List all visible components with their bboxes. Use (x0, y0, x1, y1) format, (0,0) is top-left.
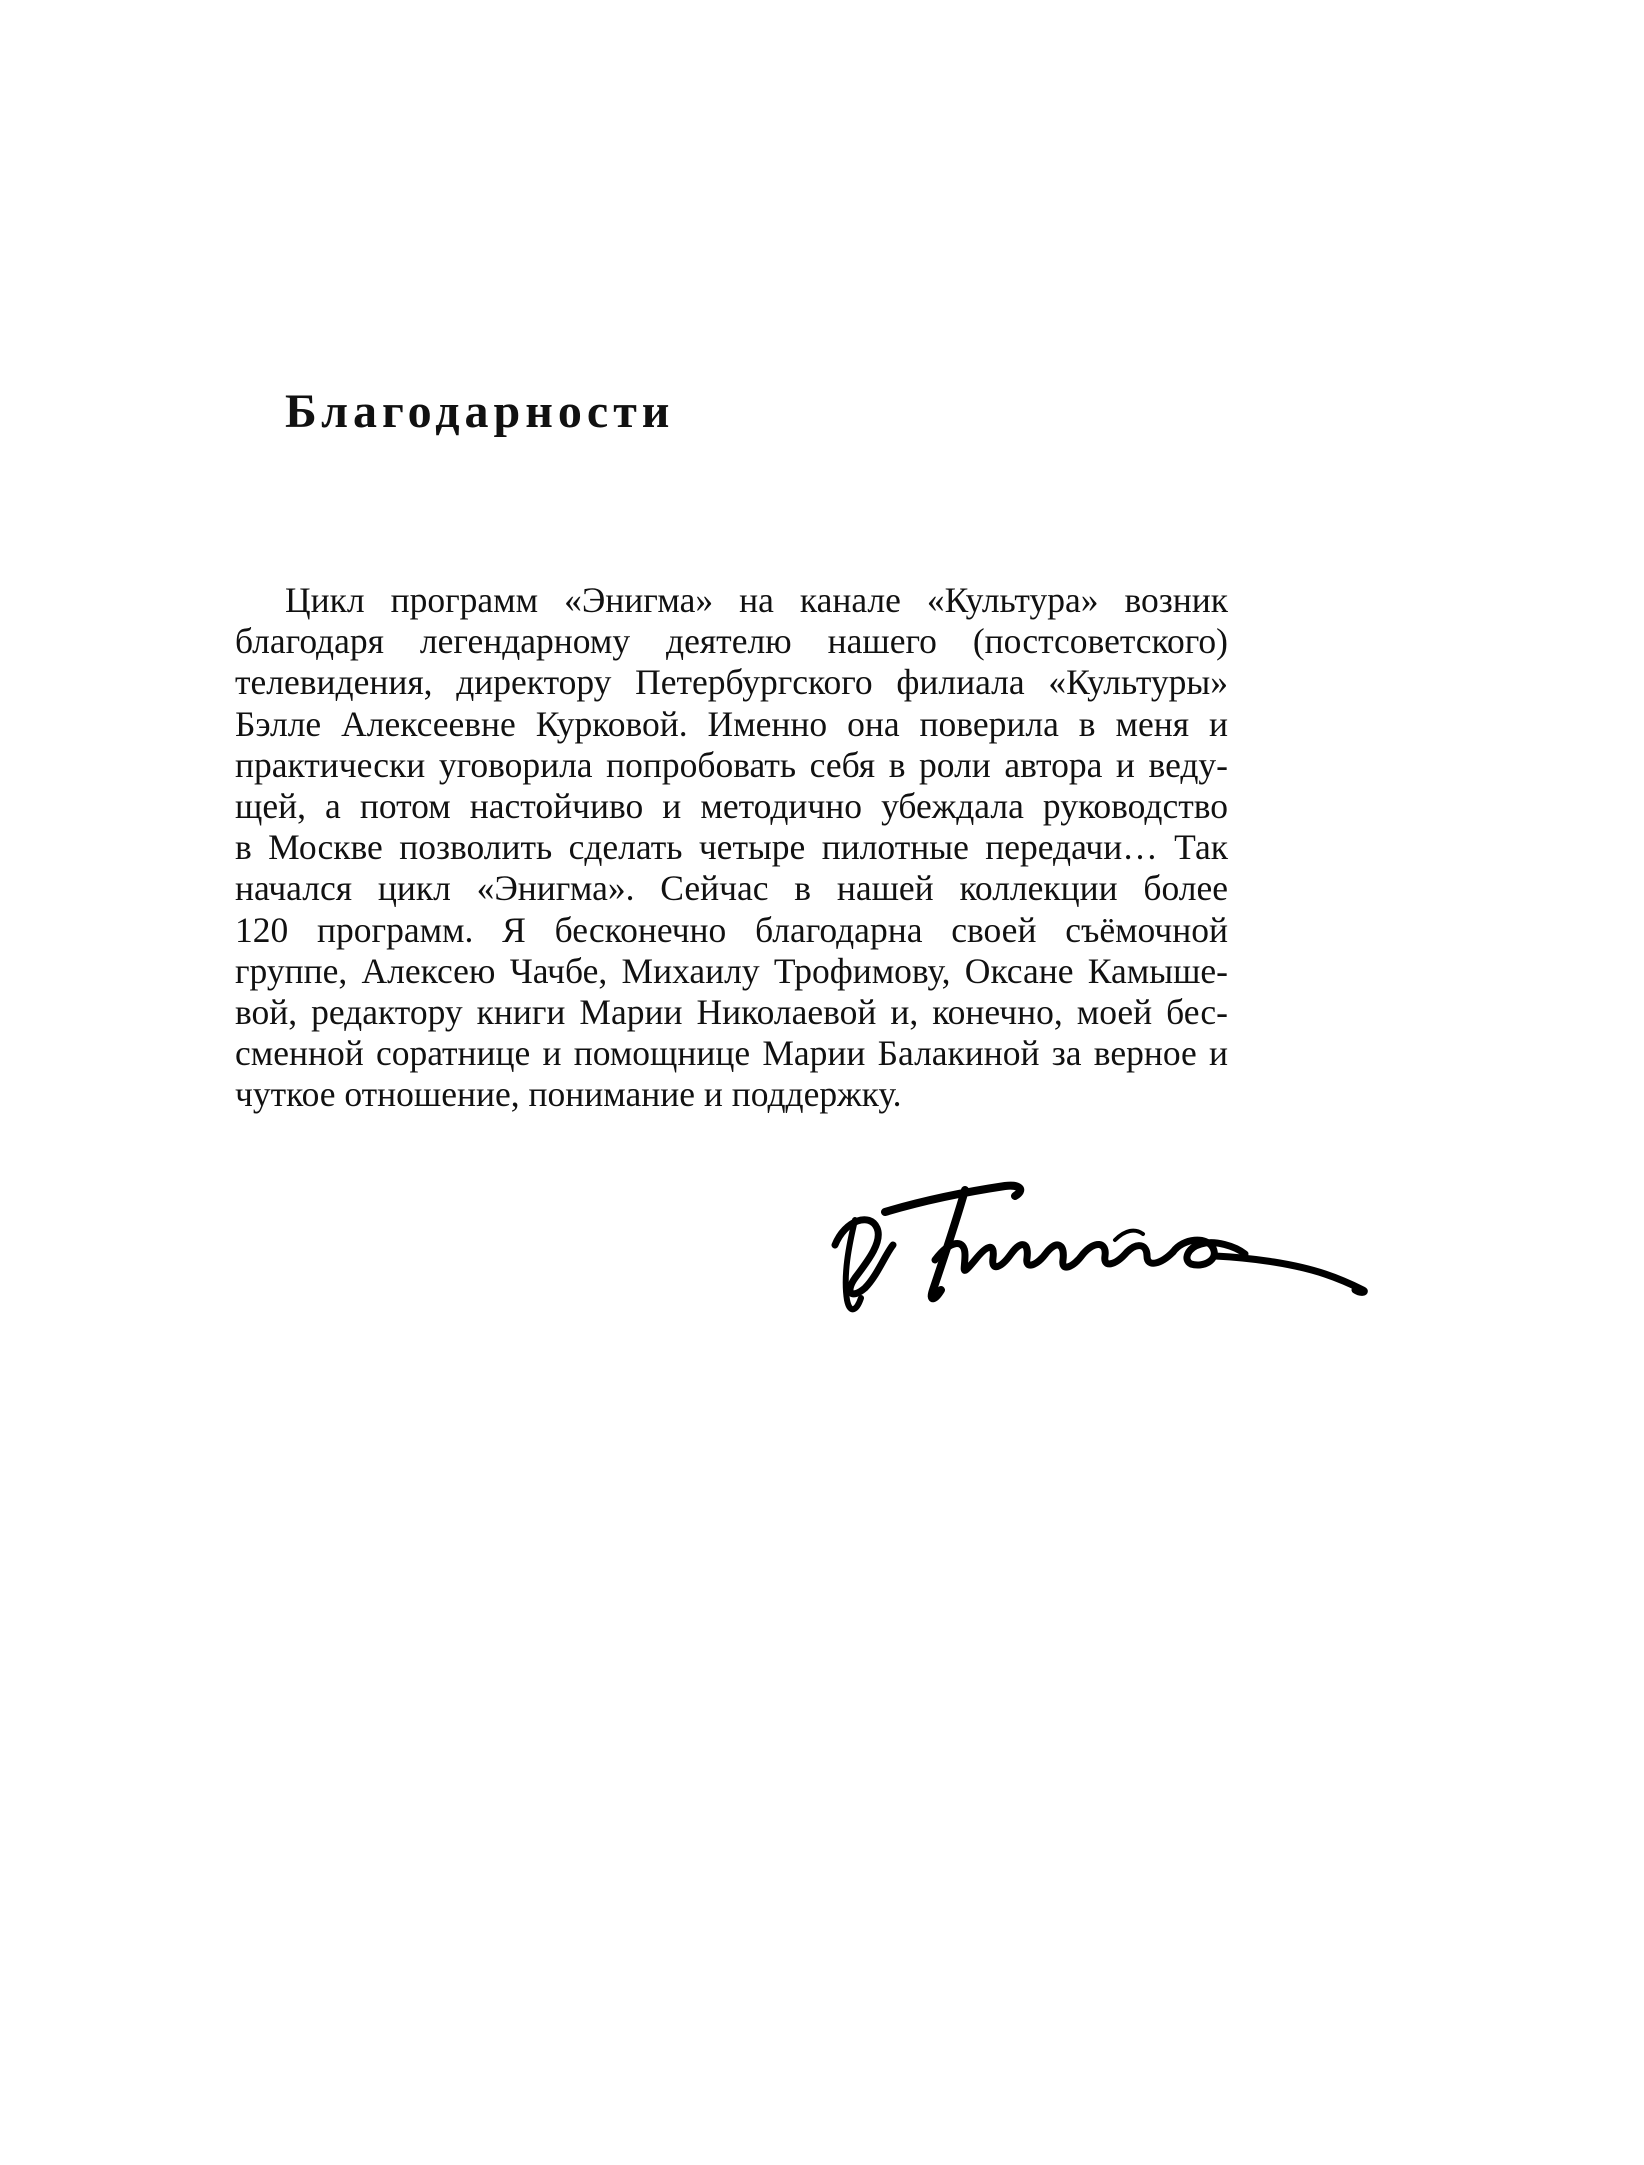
paragraph-line-13: чуткое отношение, понимание и поддержку. (235, 1074, 902, 1115)
paragraph-line-4: Бэлле Алексеевне Курковой. Именно она поверила в меня и (235, 703, 1228, 744)
paragraph-line-2: благодаря легендарному деятелю нашего (постсоветского) (235, 621, 1228, 662)
paragraph-line-11: вой, редактору книги Марии Николаевой и, конечно, моей бес- (235, 991, 1228, 1032)
paragraph-line-12: сменной соратнице и помощнице Марии Балакиной за верное и (235, 1033, 1228, 1074)
paragraph-line-9: 120 программ. Я бесконечно благодарна своей съёмочной (235, 909, 1228, 950)
paragraph-line-6: щей, а потом настойчиво и методично убеждала руководство (235, 785, 1228, 826)
paragraph-line-5: практически уговорила попробовать себя в роли автора и веду- (235, 744, 1228, 785)
acknowledgements-paragraph (235, 580, 1228, 1115)
paragraph-line-3: телевидения, директору Петербургского филиала «Культуры» (235, 662, 1228, 703)
paragraph-line-8: начался цикл «Энигма». Сейчас в нашей коллекции более (235, 868, 1228, 909)
paragraph-line-7: в Москве позволить сделать четыре пилотные передачи… Так (235, 827, 1228, 868)
author-signature (815, 1150, 1375, 1330)
page-title: Благодарности (285, 385, 675, 438)
paragraph-line-10: группе, Алексею Чачбе, Михаилу Трофимову, Оксане Камыше- (235, 950, 1228, 991)
paragraph-line-1: Цикл программ «Энигма» на канале «Культура» возник (285, 580, 1228, 620)
